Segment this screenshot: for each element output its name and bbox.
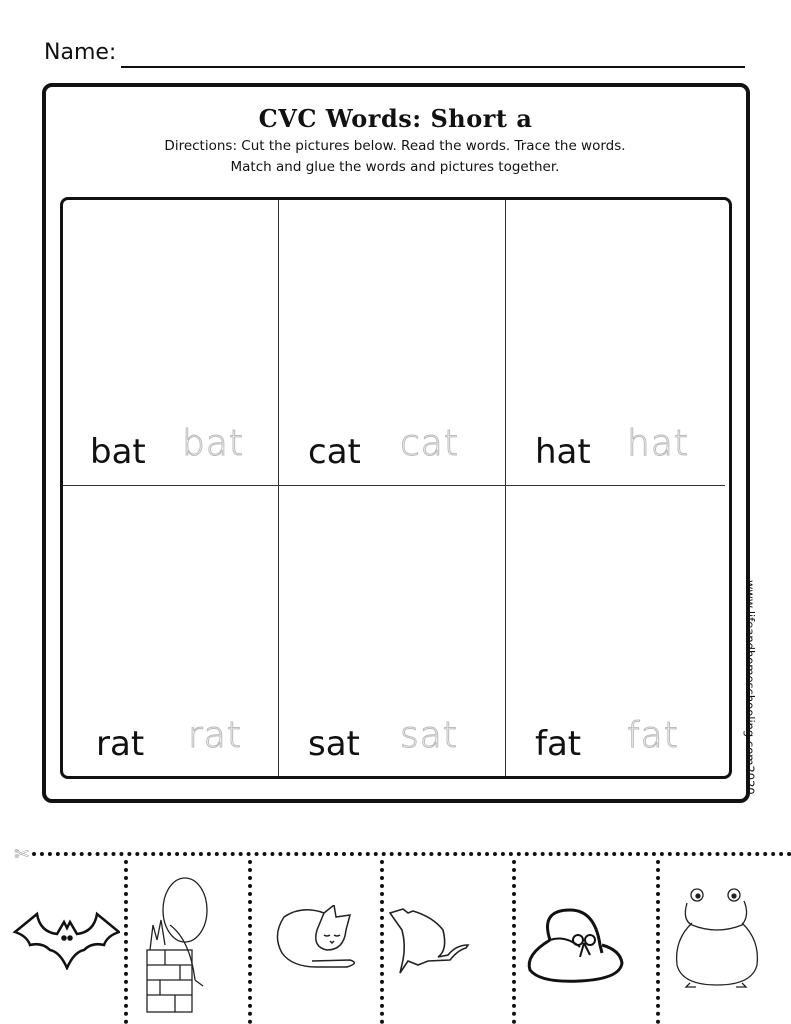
bat-picture[interactable] xyxy=(12,910,120,970)
word-cell[interactable] xyxy=(507,704,727,764)
cut-line xyxy=(512,860,516,1024)
watermark-url: www.lifeandhomeschooling.com2020 xyxy=(743,580,757,795)
trace-word: cat xyxy=(400,423,459,464)
cat-picture[interactable] xyxy=(272,905,362,975)
trace-word: sat xyxy=(400,715,458,756)
name-line[interactable] xyxy=(121,66,745,68)
trace-word: bat xyxy=(182,423,245,464)
word-grid xyxy=(60,197,732,779)
word: cat xyxy=(308,432,361,472)
word: fat xyxy=(535,724,582,764)
hat-picture[interactable] xyxy=(520,905,630,985)
cut-line xyxy=(32,852,791,856)
scissors-icon: ✄ xyxy=(14,844,30,865)
word-cell[interactable] xyxy=(62,412,282,472)
page-title: CVC Words: Short a xyxy=(258,104,533,133)
rat-picture[interactable] xyxy=(388,905,470,980)
grid-divider xyxy=(63,485,725,486)
cut-line xyxy=(656,860,660,1024)
directions: Directions: Cut the pictures below. Read the words. Trace the words. Match and glue the words and pictures together. xyxy=(164,138,626,175)
word-cell[interactable] xyxy=(68,704,288,764)
word: rat xyxy=(96,724,145,764)
grid-divider xyxy=(278,200,279,776)
word-cell[interactable] xyxy=(280,412,500,472)
word: bat xyxy=(90,432,146,472)
trace-word: fat xyxy=(627,715,679,756)
name-label: Name: xyxy=(44,40,117,65)
word: hat xyxy=(535,432,591,472)
cut-line xyxy=(124,860,128,1024)
cut-line xyxy=(380,860,384,1024)
trace-word: hat xyxy=(627,423,689,464)
grid-divider xyxy=(505,200,506,776)
humpty-dumpty-picture[interactable] xyxy=(145,870,225,1015)
trace-word: rat xyxy=(188,715,242,756)
toad-picture[interactable] xyxy=(672,885,762,995)
word-cell[interactable] xyxy=(507,412,727,472)
word: sat xyxy=(308,724,360,764)
cut-line xyxy=(248,860,252,1024)
word-cell[interactable] xyxy=(280,704,500,764)
